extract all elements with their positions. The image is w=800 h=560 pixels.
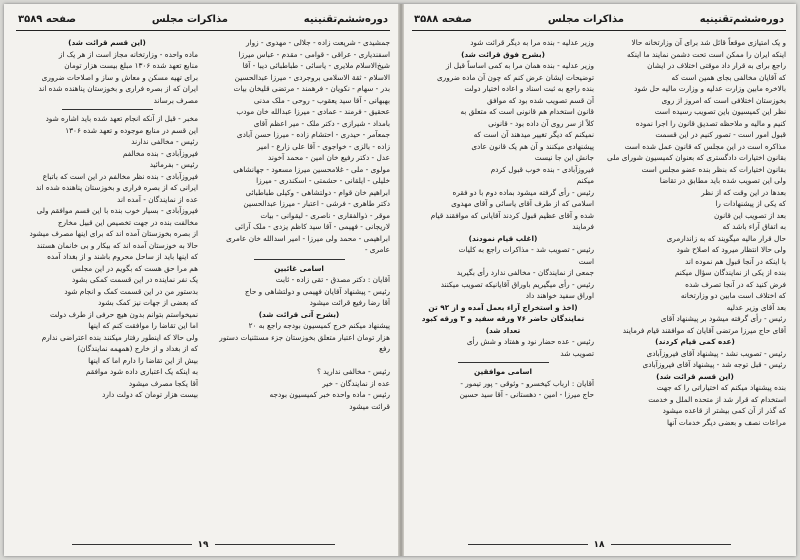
centered-heading: (بشرح فوق قرائت شد): [461, 49, 545, 59]
page-footer: [16, 540, 390, 550]
page-header-volume: دوره‌ششم‌تقنینیه: [699, 13, 784, 25]
text-line: تصویب شد: [560, 348, 594, 358]
centered-heading: (بشرح آتی قرائت شد): [258, 309, 340, 319]
text-line: لاریجانی - فهیمی - آقا سید کاظم یزدی - ملک آرائی: [234, 222, 390, 231]
text-line: آن قسم تصویب شده بود که موافق: [487, 95, 594, 105]
text-line: توضیحات ایشان عرض کنم که چون آن ماده ضروری: [436, 72, 594, 82]
text-line: کنیم و مالیه و ملاحظه تصدیق قانون را اجرا نموده: [635, 118, 786, 128]
section-divider: [458, 362, 549, 363]
text-line: حاج میرزا - امین - دهستانی - آقا سید حسین: [459, 390, 594, 399]
text-line: رئیس - مخالفی ندارند: [131, 137, 198, 146]
text-line: رئیس - تصویب نشد - پیشنهاد آقای فیروزآبادی: [646, 348, 786, 358]
text-line: مخبر - قبل از آنکه انجام تعهد شده باید اشاره شود: [45, 114, 198, 123]
text-line: عده از نمایندگان - آمده اند: [117, 194, 198, 204]
text-line: که اختلاف است مابین دو وزارتخانه: [680, 291, 786, 300]
text-line: میکنم: [576, 176, 594, 185]
centered-heading: (این قسم قرائت شد): [656, 371, 734, 381]
text-line: رئیس - بفرمائید: [149, 160, 198, 169]
text-line: پیشنهاد میکنم خرج کمیسیون بودجه راجع به ۲۰: [248, 321, 390, 330]
text-line: رئیس - رأی میگیریم باوراق آقایانیکه تصویب میکنند: [440, 279, 594, 289]
text-line: رفع: [379, 344, 390, 353]
text-line: بدستور من در این قسمت کمک و انجام شود: [64, 286, 198, 296]
text-line: اینکه ایران را ممکن است تحت دشمن نمایند ما اینکه: [626, 49, 786, 59]
text-line: وزیر عدلیه - بنده مرا به دیگر قرائت شود: [470, 38, 594, 47]
page-number: ۱۸: [593, 540, 605, 550]
text-line: مراعات نصف و بعضی دیگر خدمات آنها: [666, 417, 786, 427]
text-column-left: [412, 37, 594, 527]
text-line: است: [578, 256, 594, 266]
centered-heading: (این قسم قرائت شد): [68, 38, 146, 47]
page-header: [16, 10, 390, 31]
page-header-volume: دوره‌ششم‌تقنینیه: [303, 13, 388, 25]
centered-heading: نمایندگان حاضر ۷۶ ورقه سفید و ۳ ورقه کبود: [421, 314, 585, 323]
text-line: ولی این تصویب شده باید مطابق در تقاضا: [659, 176, 786, 185]
text-line: ایرانی که از بصره فراری و بخوزستان پناهنده شده اند: [35, 183, 198, 192]
text-line: رئیس - قبل توجه شد - پیشنهاد آقای فیروزآبادی: [642, 360, 786, 369]
text-line: جمعآمر - حیدری - احتشام زاده - میرزا حسن آبادی: [236, 130, 390, 139]
text-line: زاده - بالزی - خواجوی - آقا علی زارع - امیر: [256, 141, 390, 151]
text-line: اسلامی که از طرف آقای یاسائی و آقای مهدوی: [451, 199, 594, 208]
text-line: عدل - دکتر رفیع خان امین - محمد آخوند: [268, 153, 390, 162]
text-line: منابع تعهد شده ۱۳۰۶ مبلغ بیست هزار تومان: [64, 61, 198, 70]
section-divider: [62, 109, 153, 110]
text-line: آقا رضا رفیع قرائت میشود: [309, 298, 390, 307]
page-header-number: صفحه ۳۵۸۸: [414, 13, 473, 25]
text-line: مخالفت بنده در جهت تخصیص این قبیل مخارج: [57, 217, 198, 227]
text-line: رئیس - ماده واحده خبر کمیسیون بودجه: [269, 390, 390, 399]
text-line: که از بغداد و از خارج (همهمه نمایندگان): [77, 344, 198, 353]
text-line: اسفندیاری - عراقی - قوامی - مقدم - عباس میرزا: [238, 49, 390, 59]
text-line: ولی حالا انتظار میرود که اصلاح شود: [676, 245, 786, 254]
text-line: مذاکره است در این مجلس که قانون عمل شده است: [624, 141, 786, 151]
text-column-right: [208, 37, 390, 527]
text-line: بعد آقای وزیر عدلیه: [726, 302, 786, 312]
text-line: بیش از این تقاضا را دارم اما که اینها: [88, 355, 198, 365]
text-line: فیروزآبادی - بسیار خوب بنده با این قسم موافقم ولی: [36, 206, 198, 215]
text-line: فیروزآبادی - بنده نظر مخالفم در این است که باتباع: [42, 171, 198, 181]
text-line: بعدها در این وقت که از نظر: [701, 187, 786, 197]
text-line: عامری -: [364, 245, 390, 254]
text-line: راجع برای به قرار داد موقتی اختلاف در ایشان: [647, 61, 786, 70]
text-line: ابراهیمی - محمد ولی میرزا - امیر اسدالله خان عامری: [226, 233, 390, 243]
text-line: آقایان : دکتر مصدق - تقی زاده - ثابت: [275, 275, 390, 284]
text-line: شده و آقای عظیم قبول کردند آقایانی که موافقند قیام: [430, 210, 594, 220]
right-page: [412, 10, 786, 550]
text-line: فیروزآبادی - بنده خوب قبول کردم: [490, 164, 594, 174]
text-line: موقر - ذوالفقاری - ناصری - لیقوانی - بیات: [260, 210, 390, 220]
text-line: قانون استخدام هم قانونی است که متعلق به: [460, 107, 594, 116]
text-column-left: [16, 37, 198, 527]
text-line: الاسلام - ثقة الاسلامی بروجردی - میرزا عبدالحسین: [234, 72, 390, 82]
page-header-title: مذاکرات مجلس: [151, 13, 228, 25]
text-line: جمعی از نمایندگان - مخالفی ندارد رأی بگیرید: [456, 268, 594, 277]
page-header: [412, 10, 786, 31]
text-line: شیخ‌الاسلام ملایری - یاسائی - طباطبائی دیبا - آقا: [242, 61, 390, 70]
text-line: خلیلی - ایلقانی - حشمتی - اسکندری - میرزا: [256, 176, 390, 185]
text-line: ایران که از بصره فراری و بخوزستان پناهنده شده اند: [38, 84, 198, 93]
text-line: مصرف برساند: [153, 95, 198, 105]
text-line: کلاً از سر روی آن داده بود - قانونی: [488, 118, 594, 128]
text-line: رئیس - پیشنهاد آقایان فهیمی و دولتشاهی و حاج: [244, 286, 390, 296]
page-header-title: مذاکرات مجلس: [547, 13, 624, 25]
text-line: با اینکه در آنجا قبول هم نموده اند: [685, 256, 786, 266]
text-line: به اینکه یک اعتباری داده شود موافقم: [85, 367, 198, 376]
centered-heading: اسامی غائبین: [274, 263, 324, 273]
text-line: بهبهانی - آقا سید یعقوب - روحی - ملک مدنی: [253, 95, 390, 105]
text-line: عحقیق - فرمند - عمادی - میرزا عبدالله خان مودب: [236, 107, 390, 116]
text-line: حالا به خوزستان آمده اند که بیکار و بی خانمان هستند: [36, 240, 198, 250]
text-line: بنده راجع به ثبت اسناد و اعاده اختیار دولت: [464, 84, 594, 93]
text-line: که یکی از پیشنهادات را: [715, 199, 786, 208]
text-line: به اتفاق آراء باشد که: [722, 222, 786, 231]
book-gutter: [398, 4, 404, 556]
text-line: عده از نمایندگان - خیر: [322, 378, 390, 388]
centered-heading: تعداد شد): [485, 325, 521, 335]
text-line: بالاخره مابین وزارت عدلیه و وزارت مالیه حل شود: [634, 84, 786, 93]
text-line: ولی حالا که اینطور رفتار میکنند بنده اعتراضی ندارم: [41, 332, 198, 342]
text-line: حال قرار مالیه میگویند که به زاندارمری: [666, 233, 786, 243]
text-line: نمیکنم که دیگر تغییر میدهند آن است که: [473, 130, 594, 139]
text-line: که آقایان مخالفی بجای همین است که: [671, 72, 786, 82]
text-line: رئیس - رأی گرفته میشود بماده دوم با دو فقره: [452, 187, 594, 197]
text-line: یک نفر نماینده در این قسمت کمکی بشود: [71, 275, 198, 284]
text-line: جمشیدی - شریعت زاده - جلالی - مهدوی - زوار: [246, 38, 390, 47]
text-line: استخدام که قرار شد از متحده الملل و خدمت: [648, 394, 786, 404]
centered-heading: اسامی موافقین: [473, 367, 533, 376]
text-line: [208, 355, 390, 367]
centered-heading: (عده کمی قیام کردند): [655, 337, 735, 346]
text-line: رئیس - مخالفی ندارید ؟: [317, 367, 390, 376]
text-line: ابراهیم خان قوام - دولتشاهی - وکیلی طباطبائی: [245, 187, 390, 197]
text-line: فرمایند: [572, 222, 594, 231]
text-line: بنده از یکی از نمایندگان سؤال میکنم: [674, 268, 786, 277]
text-line: بقانون اختیارات دادگستری که بعنوان کمیسیون شورای ملی: [607, 153, 786, 162]
text-line: که اینها باید از ساحل محروم باشند و از بغداد آمده: [47, 252, 198, 261]
centered-heading: (اخذ و استخراج آراء بعمل آمده و از ۹۲ تن: [428, 302, 578, 312]
text-line: بامداد - شیرازی - دکتر ملک - میر اعظم آقای: [253, 118, 390, 128]
text-line: آقایان : ارباب کیخسرو - وثوقی - پور تیمور -: [460, 378, 594, 388]
text-line: از بصره بخوزستان آمده اند که برای اینها مصرف میشود: [29, 229, 198, 238]
text-line: فیروزآبادی - بنده مخالفم: [122, 148, 198, 158]
text-line: رئیس - رأی گرفته میشود بر پیشنهاد آقای: [660, 314, 786, 323]
text-line: هزار تومان اعتبار متعلق بخوزستان جزء مستثنیات دستور: [219, 332, 390, 342]
text-line: بیست هزار تومان که دولت دارد: [102, 390, 198, 399]
text-line: اوراق سفید خواهند داد: [525, 291, 594, 300]
text-line: جانش این جا نیست: [534, 153, 594, 162]
text-line: رئیس - تصویب شد - مذاکرات راجع به کلیات: [458, 245, 594, 254]
left-page: [16, 10, 390, 550]
text-line: پیشنهادی میکنند و آن هم یک قانون عادی: [471, 141, 594, 151]
text-line: اما این تقاضا را موافقت کنم که اینها: [88, 321, 198, 330]
page-footer: [412, 540, 786, 550]
text-line: این قسم در منابع موجوده و تعهد شده ۱۳۰۶: [65, 125, 198, 135]
text-line: مولوی - ملی - غلامحسین میرزا مسعود - جهانشاهی: [233, 164, 390, 174]
text-line: قبول امور است - تصور کنیم در این قسمت: [655, 130, 786, 139]
text-line: بقانون اختیارات که بنظر بنده عضو مجلس است: [641, 164, 786, 174]
text-line: رئیس - عده حضار نود و هفتاد و شش رأی: [466, 337, 594, 346]
text-line: برای تهیه مسکن و معاش و ساز و اصلاحات ضروری: [41, 72, 198, 82]
page-number: ۱۹: [197, 540, 209, 550]
text-line: قرائت میشود: [349, 401, 390, 411]
text-line: نظر این کمیسیون باین تصویب رسیده است: [654, 107, 786, 116]
text-line: بدر - سهام - نکویان - فرهمند - مرتضی قلیخان بیات: [233, 84, 390, 93]
text-line: ماده واحده - وزارتخانه مجاز است از هر یک از: [58, 49, 198, 59]
section-divider: [254, 259, 345, 260]
text-line: که گذر از آن کمی بیشتر از قاعده میشود: [662, 406, 786, 415]
text-line: فرض کنید که در آنجا تصرف شده: [685, 279, 786, 289]
page-header-number: صفحه ۳۵۸۹: [18, 13, 77, 25]
text-line: نمیخواستم بتوانم بدون هیچ حرفی از طرف دولت: [49, 309, 198, 319]
text-line: آقا یکجا مصرف میشود: [128, 378, 198, 388]
text-line: هم مرا حق هست که بگویم در این مجلس: [71, 263, 198, 273]
scanned-book-spread: [4, 4, 796, 556]
text-line: وزیر عدلیه - بنده همان مرا به کمی اساساً قبل از: [445, 61, 594, 70]
text-line: بنده پیشنهاد میکنم که اختیاراتی را که جهت: [656, 383, 786, 392]
centered-heading: (اغلب قیام نمودند): [468, 233, 538, 243]
text-line: دکتر طاهری - فرشی - اعتبار - میرزا عبدالحسین: [243, 199, 390, 208]
text-column-right: [604, 37, 786, 527]
text-line: که بعضی از جهات نیز کمک بشود: [98, 298, 198, 307]
text-line: بعد از تصویب این قانون: [713, 210, 786, 220]
text-line: بخوزستان اختلافی است که امروز از روی: [661, 95, 786, 105]
text-line: و یک امتیازی موقعاً قائل شد برای آن وزارتخانه حالا: [631, 38, 786, 47]
text-line: آقای حاج میرزا مرتضی آقایان که موافقند قیام فرمایند: [622, 325, 786, 335]
